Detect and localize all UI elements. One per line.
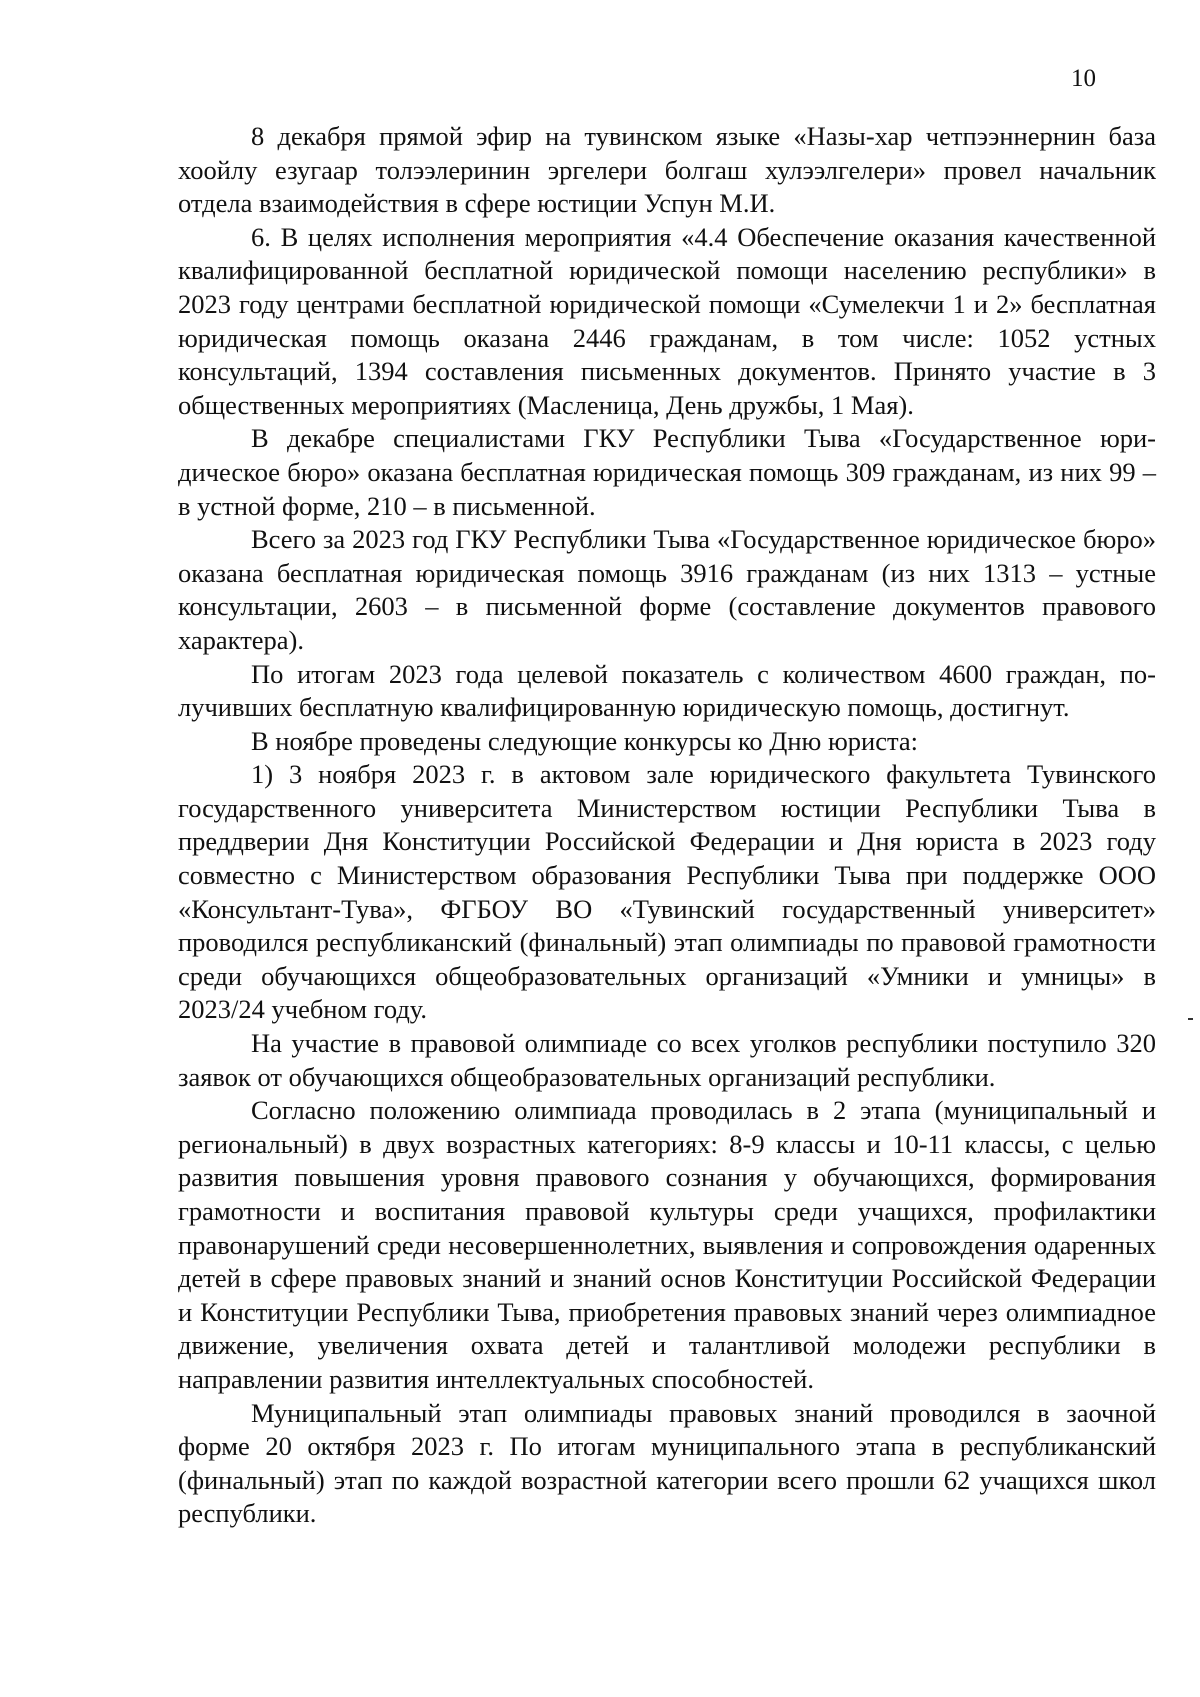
paragraph-olympiad-stages: Согласно положению олимпиада проводилась в 2 этапа (муниципальный и региональный) в двух возрастных категориях: 8-9 классы и 10-11 классы, с целью развития повышения уровня правового сознания у обучающихся, формирования грамотности и воспитания правовой культуры среди учащихся, профилактики правонарушений среди несовершеннолетних, выявления и сопровождения одаренных детей в сфере правовых знаний и знаний основ Конституции Российской Федерации и Конституции Республики Тыва, приобретения правовых знаний через олимпиадное движение, увеличения охвата детей и талантливой молодежи республики в направлении развития интеллектуальных способностей. [178,1095,1156,1394]
document-body [178,120,1156,1531]
paragraph-municipal-stage: Муниципальный этап олимпиады правовых знаний проводился в заочной форме 20 октября 2023 г. По итогам муниципального этапа в республиканский (финальный) этап по каждой возрастной категории всего прошли 62 учащихся школ республики. [178,1397,1156,1529]
paragraph-olympiad-applications: На участие в правовой олимпиаде со всех уголков республики поступило 320 заявок от обучающихся общеобразовательных организаций республики. [178,1028,1156,1092]
page-number: 10 [1071,65,1096,92]
paragraph-year-total-legal-bureau: Всего за 2023 год ГКУ Республики Тыва «Государственное юридическое бюро» оказана бесплатная юридическая помощь 3916 гражданам (из них 1313 – устные консультации, 2603 – в письменной форме (составление документов правового характера). [178,524,1156,655]
paragraph-live-broadcast: 8 декабря прямой эфир на тувинском языке «Назы-хар четпээннернин база хоойлу езугаар толээлеринин эргелери болгаш хулээлгелери» провел начальник отдела взаимодействия в сфере юстиции Успун М.И. [178,121,1156,219]
scan-mark [1188,1018,1193,1020]
paragraph-november-contests: В ноябре проведены следующие конкурсы ко Дню юриста: [251,725,919,756]
paragraph-december-legal-bureau: В декабре специалистами ГКУ Республики Тыва «Государственное юридическое бюро» оказана бесплатная юридическая помощь 309 гражданам, из них 99 – в устной форме, 210 – в письменной. [178,423,1156,521]
paragraph-target-indicator: По итогам 2023 года целевой показатель с количеством 4600 граждан, получивших бесплатную квалифицированную юридическую помощь, достигнут. [178,658,1156,723]
paragraph-free-legal-aid-centers: 6. В целях исполнения мероприятия «4.4 Обеспечение оказания качественной квалифицированной бесплатной юридической помощи населению республики» в 2023 году центрами бесплатной юридической помощи «Сумелекчи 1 и 2» бесплатная юридическая помощь оказана 2446 гражданам, в том числе: 1052 устных консультаций, 1394 составления письменных документов. Принято участие в 3 общественных мероприятиях (Масленица, День дружбы, 1 Мая). [178,221,1156,420]
paragraph-olympiad-final-stage: 1) 3 ноября 2023 г. в актовом зале юридического факультета Тувинского государственного университета Министерством юстиции Республики Тыва в преддверии Дня Конституции Российской Федерации и Дня юриста в 2023 году совместно с Министерством образования Республики Тыва при поддержке ООО «Консультант-Тува», ФГБОУ ВО «Тувинский государственный университет» проводился республиканский (финальный) этап олимпиады по правовой грамотности среди обучающихся общеобразовательных организаций «Умники и умницы» в 2023/24 учебном году. [178,759,1156,1025]
